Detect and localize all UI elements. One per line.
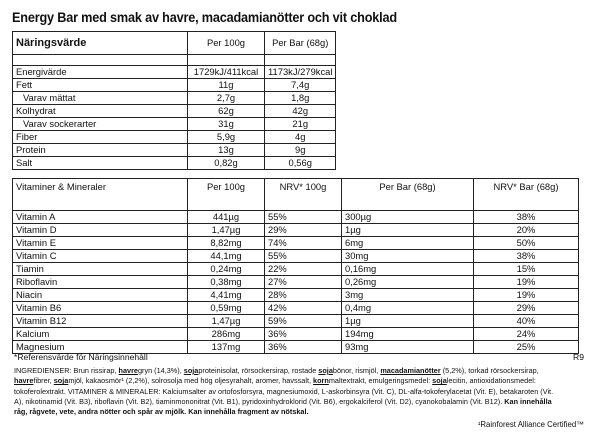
vitamin-nrvbar: 29% — [474, 302, 579, 315]
nutrition-spacer-row — [13, 55, 336, 66]
vitamin-label: Vitamin D — [13, 224, 188, 237]
vitamin-row — [13, 224, 579, 237]
vitamin-perbar: 0,4mg — [342, 302, 474, 315]
nutrient-perbar: 7,4g — [265, 79, 336, 92]
vitamin-perbar: 194mg — [342, 328, 474, 341]
nutrition-row — [13, 105, 336, 118]
nutrient-per100: 11g — [188, 79, 265, 92]
vitamin-row — [13, 263, 579, 276]
allergen-soja: soja — [53, 376, 69, 386]
nutrition-row — [13, 131, 336, 144]
vitamin-nrvbar: 38% — [474, 211, 579, 224]
vitamin-perbar: 0,16mg — [342, 263, 474, 276]
energy-label: Energivärde — [13, 66, 188, 79]
vitamins-header-nrvbar: NRV* Bar (68g) — [474, 179, 579, 211]
vitamin-row — [13, 211, 579, 224]
vitamins-header-label: Vitaminer & Mineraler — [13, 179, 188, 211]
vitamin-per100: 0,59mg — [188, 302, 265, 315]
allergen-warning: Kan innehålla råg, rågvete, vete, andra nötter och spår av mjölk. Kan innehålla fragment av nötskal. — [14, 396, 552, 417]
nutrition-row — [13, 144, 336, 157]
vitamin-label: Vitamin A — [13, 211, 188, 224]
vitamin-nrvbar: 38% — [474, 250, 579, 263]
vitamin-nrvbar: 19% — [474, 276, 579, 289]
vitamin-nrvbar: 24% — [474, 328, 579, 341]
nutrient-label: Salt — [13, 157, 188, 170]
vitamin-per100: 4,41mg — [188, 289, 265, 302]
nutrition-row — [13, 157, 336, 170]
vitamins-header-row — [13, 179, 579, 211]
nutrient-label: Kolhydrat — [13, 105, 188, 118]
vitamin-row — [13, 302, 579, 315]
vitamin-label: Tiamin — [13, 263, 188, 276]
vitamin-label: Magnesium — [13, 341, 188, 354]
vitamins-header-per100: Per 100g — [188, 179, 265, 211]
vitamins-header-perbar: Per Bar (68g) — [342, 179, 474, 211]
vitamin-nrvbar: 40% — [474, 315, 579, 328]
nutrition-energy-row — [13, 66, 336, 79]
vitamin-nrv100: 74% — [265, 237, 342, 250]
vitamin-label: Niacin — [13, 289, 188, 302]
vitamin-perbar: 1µg — [342, 315, 474, 328]
nutrition-table — [12, 31, 336, 170]
allergen-korn: korn — [313, 376, 329, 386]
nutrition-header-row — [13, 32, 336, 55]
vitamin-perbar: 3mg — [342, 289, 474, 302]
vitamin-label: Riboflavin — [13, 276, 188, 289]
vitamin-nrv100: 36% — [265, 341, 342, 354]
nutrient-perbar: 42g — [265, 105, 336, 118]
nutrition-row — [13, 79, 336, 92]
vitamins-header-nrv100: NRV* 100g — [265, 179, 342, 211]
vitamin-row — [13, 289, 579, 302]
reference-code: R9 — [573, 352, 584, 362]
vitamin-row — [13, 328, 579, 341]
vitamin-nrvbar: 20% — [474, 224, 579, 237]
nutrient-per100: 0,82g — [188, 157, 265, 170]
vitamin-nrv100: 27% — [265, 276, 342, 289]
nutrition-header-per100: Per 100g — [188, 32, 265, 55]
vitamin-label: Vitamin B12 — [13, 315, 188, 328]
vitamin-row — [13, 250, 579, 263]
nutrient-perbar: 0,56g — [265, 157, 336, 170]
vitamin-nrv100: 55% — [265, 250, 342, 263]
vitamin-perbar: 300µg — [342, 211, 474, 224]
nutrient-perbar: 21g — [265, 118, 336, 131]
nutrient-per100: 62g — [188, 105, 265, 118]
vitamin-perbar: 6mg — [342, 237, 474, 250]
energy-perbar: 1173kJ/279kcal — [265, 66, 336, 79]
vitamin-nrv100: 36% — [265, 328, 342, 341]
vitamin-per100: 286mg — [188, 328, 265, 341]
vitamin-per100: 44,1mg — [188, 250, 265, 263]
allergen-soja: soja — [318, 366, 333, 375]
nutrient-per100: 13g — [188, 144, 265, 157]
nutrient-label: Fett — [13, 79, 188, 92]
vitamin-per100: 1,47µg — [188, 315, 265, 328]
vitamin-perbar: 30mg — [342, 250, 474, 263]
vitamin-nrv100: 28% — [265, 289, 342, 302]
nutrient-per100: 2,7g — [188, 92, 265, 105]
allergen-soja: soja — [183, 366, 199, 375]
nutrient-label: Varav mättat — [13, 92, 188, 105]
vitamin-perbar: 1µg — [342, 224, 474, 237]
nutrient-label: Fiber — [13, 131, 188, 144]
vitamin-per100: 0,38mg — [188, 276, 265, 289]
vitamin-nrv100: 22% — [265, 263, 342, 276]
vitamin-perbar: 93mg — [342, 341, 474, 354]
vitamin-nrvbar: 50% — [474, 237, 579, 250]
vitamin-per100: 8,82mg — [188, 237, 265, 250]
allergen-soja: soja — [432, 376, 447, 386]
nutrient-label: Varav sockerarter — [13, 118, 188, 131]
vitamin-per100: 1,47µg — [188, 224, 265, 237]
vitamin-nrv100: 59% — [265, 315, 342, 328]
vitamin-row — [13, 315, 579, 328]
vitamin-row — [13, 276, 579, 289]
nutrient-per100: 31g — [188, 118, 265, 131]
vitamin-nrvbar: 25% — [474, 341, 579, 354]
vitamin-nrv100: 29% — [265, 224, 342, 237]
vitamin-nrv100: 55% — [265, 211, 342, 224]
nutrition-row — [13, 92, 336, 105]
vitamin-row — [13, 237, 579, 250]
nutrition-header-perbar: Per Bar (68g) — [265, 32, 336, 55]
vitamin-perbar: 0,26mg — [342, 276, 474, 289]
vitamin-label: Vitamin B6 — [13, 302, 188, 315]
nutrient-perbar: 4g — [265, 131, 336, 144]
vitamin-per100: 137mg — [188, 341, 265, 354]
nutrient-label: Protein — [13, 144, 188, 157]
vitamin-label: Vitamin E — [13, 237, 188, 250]
vitamin-per100: 0,24mg — [188, 263, 265, 276]
nutrient-perbar: 9g — [265, 144, 336, 157]
allergen-macadamia: macadamianötter — [380, 366, 441, 375]
energy-per100: 1729kJ/411kcal — [188, 66, 265, 79]
product-title: Energy Bar med smak av havre, macadamianötter och vit choklad — [12, 10, 397, 25]
nutrient-per100: 5,9g — [188, 131, 265, 144]
vitamin-nrv100: 42% — [265, 302, 342, 315]
nutrient-perbar: 1,8g — [265, 92, 336, 105]
vitamin-label: Vitamin C — [13, 250, 188, 263]
nutrition-row — [13, 118, 336, 131]
vitamins-table — [12, 178, 579, 354]
vitamin-per100: 441µg — [188, 211, 265, 224]
allergen-havre: havre — [14, 376, 34, 386]
nrv-footnote: *Referensvärde för Näringsinnehåll — [14, 352, 148, 362]
ingredients-text: INGREDIENSER: Brun rissirap, havregryn (14,3%), sojaproteinisolat, rörsockersirap, rostade sojabönor, rismjöl, macadamianötter (5,2%), torkad rörsockersirap, havrefibrer, sojamjöl, kakaosmör¹ (2,2%), solrosolja med hög oljesyrahalt, aromer, havssalt, kornmaltextrakt, emulgeringsmedel: sojalecitin, antioxidationsmedel: tokoferolextrakt. VITAMINER & MINERALER: Kalciumsalter av ortofosforsyra, magnesiumoxid, L-askorbinsyra (Vit. C), DL-alfa-tokoferylacetat (Vit. E), betakaroten (Vit. A), nikotinamid (Vit. B3), riboflavin (Vit. B2), tiaminmononitrat (Vit. B1), pyridoxinhydroklorid (Vit. B6), ergokalciferol (Vit. D2), cyanokobalamin (Vit. B12). Kan innehålla råg, rågvete, vete, andra nötter och spår av mjölk. Kan innehålla fragment av nötskal. — [14, 366, 554, 417]
vitamin-label: Kalcium — [13, 328, 188, 341]
allergen-havre: havre — [118, 366, 138, 375]
vitamin-nrvbar: 15% — [474, 263, 579, 276]
nutrition-header-label: Näringsvärde — [13, 32, 188, 55]
vitamin-nrvbar: 19% — [474, 289, 579, 302]
rainforest-certification: ¹Rainforest Alliance Certified™ — [477, 420, 584, 429]
